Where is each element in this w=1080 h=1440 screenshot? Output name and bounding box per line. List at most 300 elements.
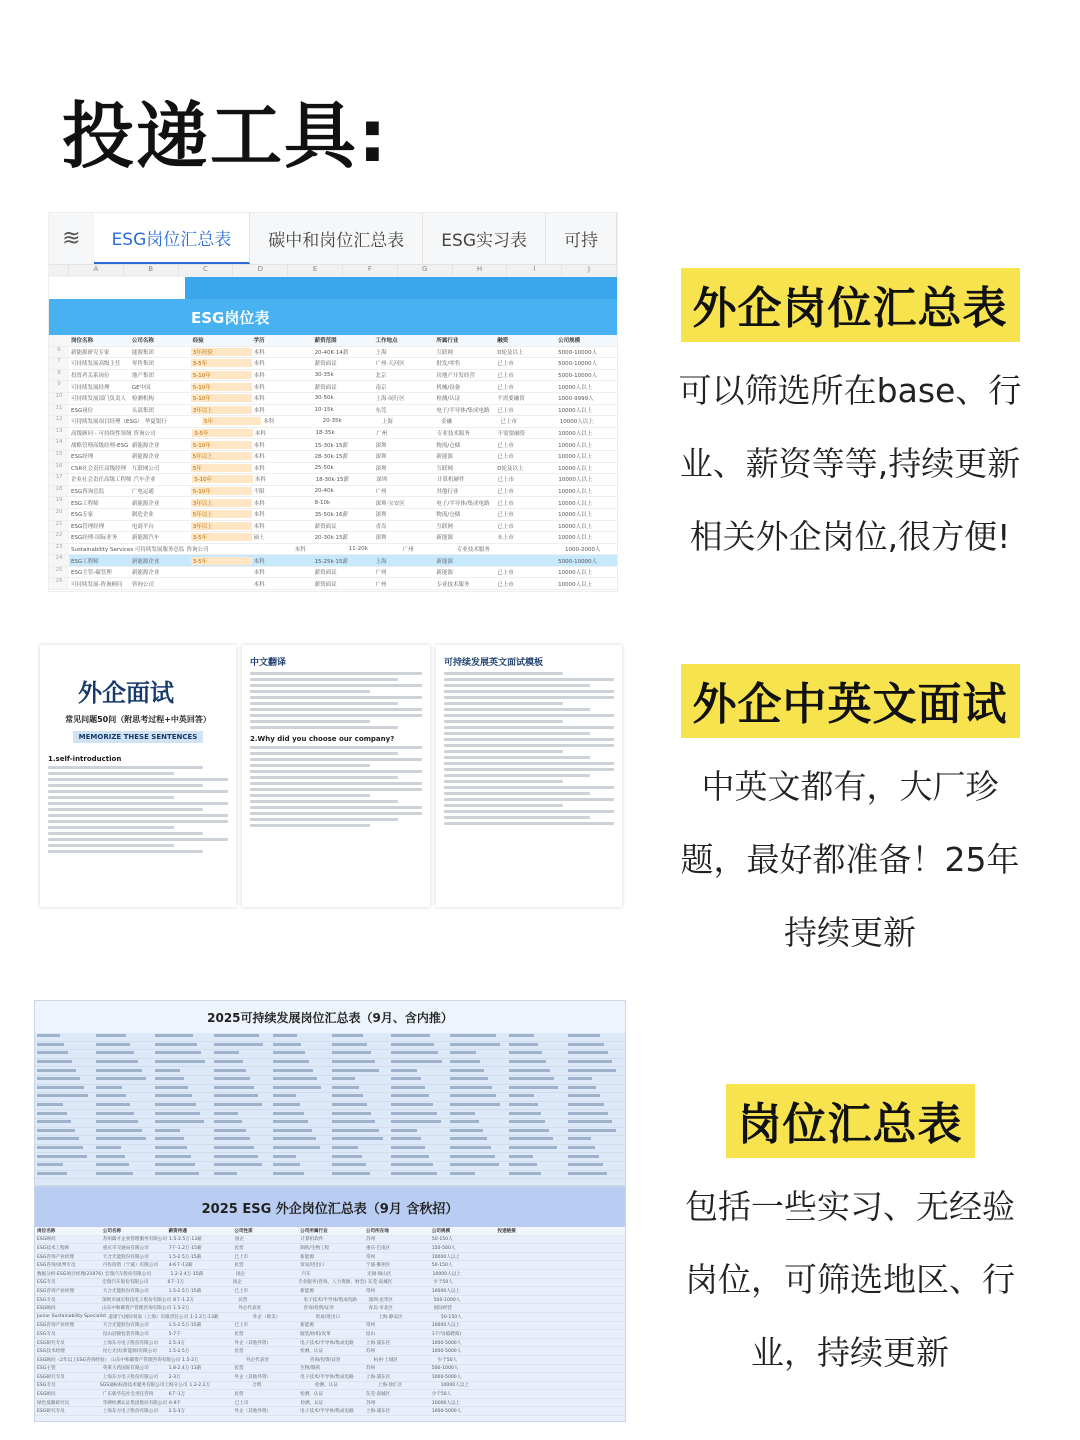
table-row[interactable]: [35, 1042, 625, 1051]
row-number: 18: [49, 486, 69, 497]
table-cell: [153, 1137, 212, 1142]
column-header: 公司所属行业: [300, 1228, 328, 1234]
row-number: 19: [49, 497, 69, 508]
table-cell: 已上市: [497, 454, 514, 461]
table-cell: 贸易/进出口: [300, 1263, 325, 1269]
table-cell: 上海东方电子股份有限公司: [102, 1409, 158, 1415]
row-number: 17: [49, 474, 69, 485]
table-cell: [330, 1060, 389, 1065]
table-cell: [94, 1077, 153, 1082]
column-header[interactable]: 岗位名称: [71, 338, 94, 345]
column-header[interactable]: 公司名称: [131, 338, 154, 345]
table-cell: 已上市: [497, 581, 514, 588]
table-cell: 10000人以上: [431, 1400, 461, 1406]
table-row[interactable]: [49, 567, 617, 579]
table-row[interactable]: [35, 1356, 625, 1365]
table-cell: 1.5-2万: [173, 1306, 190, 1312]
table-cell: 上海东方电子股份有限公司: [102, 1340, 158, 1346]
table-cell: 1.5-2.5万·15薪: [168, 1254, 202, 1260]
table-row[interactable]: [35, 1162, 625, 1171]
table-cell: [271, 1034, 330, 1039]
table-cell: 10000人以上: [558, 442, 593, 449]
table-row[interactable]: [49, 451, 617, 463]
table-row[interactable]: [35, 1110, 625, 1119]
table-cell: 薪资面议: [314, 570, 337, 577]
table-cell: 上海: [375, 558, 387, 565]
table-cell: [94, 1094, 153, 1099]
feature-description: 中英文都有，大厂珍 题，最好都准备！25年 持续更新: [680, 767, 1020, 952]
table-cell: [507, 1155, 566, 1160]
table-cell: 10000人以上: [558, 535, 593, 542]
table-cell: [271, 1120, 330, 1125]
table-row[interactable]: [35, 1059, 625, 1068]
table-row[interactable]: [49, 544, 617, 556]
table-cell: 华夏银行: [144, 419, 167, 426]
table-row[interactable]: [35, 1085, 625, 1094]
table-cell: Sustainability Services 可持续发展服务总监: [71, 546, 185, 553]
table-row[interactable]: [35, 1067, 625, 1076]
table-row[interactable]: [35, 1330, 625, 1339]
table-cell: [212, 1060, 271, 1065]
table-row[interactable]: [49, 428, 617, 440]
table-cell: [330, 1155, 389, 1160]
table-cell: [94, 1120, 153, 1125]
table-cell: 专业技术服务: [456, 546, 490, 553]
table-cell: 新能源汽车: [131, 535, 160, 542]
table-cell: 金融: [441, 419, 453, 426]
table-cell: [271, 1060, 330, 1065]
table-cell: ESG技术经理: [37, 1349, 65, 1355]
table-cell: 1.5-2万: [182, 1357, 199, 1363]
table-cell: 1000-5000人: [431, 1374, 462, 1380]
feature-foreign-jobs: [640, 268, 1060, 573]
table-cell: [271, 1094, 330, 1099]
table-cell: 外企（其他外资）: [234, 1374, 272, 1380]
table-cell: 计算机软件: [300, 1237, 324, 1243]
table-cell: 5-10年: [191, 487, 252, 495]
table-cell: 贸易/进出口: [315, 1314, 341, 1320]
table-cell: [94, 1086, 153, 1091]
table-row[interactable]: [35, 1145, 625, 1154]
table-cell: 已上市: [497, 512, 514, 519]
table-cell: 民营: [234, 1331, 244, 1337]
table-cell: [271, 1137, 330, 1142]
table-row[interactable]: [35, 1244, 625, 1253]
table-cell: ESG专员: [37, 1383, 56, 1389]
row-number: 21: [49, 521, 69, 532]
table-cell: [507, 1069, 566, 1074]
row-number: 7: [49, 358, 69, 369]
table-cell: [153, 1086, 212, 1091]
table-cell: 15-30k·15薪: [314, 442, 348, 449]
table-cell: [212, 1051, 271, 1056]
tab-esg-intern[interactable]: ESG实习表: [423, 213, 546, 264]
table-cell: 已上市: [497, 477, 515, 484]
table-cell: [507, 1120, 566, 1125]
table-cell: [566, 1077, 625, 1082]
table-cell: 杭州·上城区: [373, 1357, 399, 1363]
table-cell: 无锡·锡山区: [367, 1271, 392, 1277]
table-cell: 5-10年: [191, 441, 252, 449]
table-cell: 南京: [375, 384, 387, 391]
table-cell: 本科: [253, 558, 265, 565]
table-cell: 零售集团: [131, 361, 154, 368]
table-cell: 本科: [253, 512, 265, 519]
table-cell: [330, 1172, 389, 1177]
table-cell: [448, 1069, 507, 1074]
table-row[interactable]: [35, 1171, 625, 1180]
table-cell: 10000人以上: [558, 570, 593, 577]
column-header[interactable]: 所属行业: [436, 338, 459, 345]
table-cell: [212, 1129, 271, 1134]
table-cell: [35, 1172, 94, 1177]
column-header: 公司名称: [102, 1228, 122, 1234]
table-cell: 20-35k: [322, 418, 342, 425]
table-cell: 丹佐投资（宁波）有限公司: [102, 1263, 158, 1269]
table-row[interactable]: [49, 555, 617, 567]
table-cell: 1.5-2.5万·15薪: [168, 1323, 202, 1329]
table-cell: [271, 1129, 330, 1134]
table-cell: 深圳: [375, 535, 387, 542]
table-row[interactable]: [49, 370, 617, 382]
table-row[interactable]: [35, 1339, 625, 1348]
table-cell: [507, 1112, 566, 1117]
table-cell: 50-150人: [440, 1314, 462, 1320]
table-cell: [389, 1034, 448, 1039]
table-cell: [35, 1112, 94, 1117]
table-cell: [507, 1172, 566, 1177]
table-row[interactable]: [49, 532, 617, 544]
table-cell: [330, 1077, 389, 1082]
table-cell: 宏瑞汽车股份有限公司: [105, 1271, 151, 1277]
table-cell: 电商平台: [131, 523, 154, 530]
table-cell: 3-5年: [192, 429, 253, 437]
column-header[interactable]: 融资: [497, 338, 509, 345]
table-cell: 本科: [253, 442, 265, 449]
table-cell: [389, 1094, 448, 1099]
table-cell: 3年经验: [191, 348, 252, 356]
table-cell: 上海·闵行区: [375, 396, 405, 403]
table-cell: ESG研究专员: [37, 1374, 65, 1380]
table-cell: [389, 1155, 448, 1160]
table-cell: [35, 1051, 94, 1056]
column-letter: G: [398, 265, 453, 277]
table-cell: [271, 1043, 330, 1048]
table-cell: [212, 1086, 271, 1091]
table-cell: 英莱大药国际有限公司: [102, 1366, 149, 1372]
table-cell: [448, 1086, 507, 1091]
table-row[interactable]: [49, 463, 617, 475]
table-cell: ESG研究专员: [37, 1409, 65, 1415]
table-cell: 10000人以上: [558, 454, 593, 461]
doc-translation: [242, 645, 430, 907]
table-row[interactable]: [35, 1236, 625, 1245]
table-cell: ESG工程师: [71, 500, 99, 507]
table-cell: 28-30k·15薪: [314, 454, 348, 461]
table-cell: [212, 1172, 271, 1177]
table-cell: [153, 1034, 212, 1039]
table-row[interactable]: [35, 1399, 625, 1408]
table-cell: 青岛: [375, 523, 387, 530]
tab-carbon-jobs[interactable]: 碳中和岗位汇总表: [250, 213, 423, 264]
table-cell: [330, 1163, 389, 1168]
table-cell: [330, 1043, 389, 1048]
table-row[interactable]: [49, 393, 617, 405]
table-cell: 已上市: [497, 523, 514, 530]
column-header[interactable]: 经验: [192, 338, 204, 345]
table-row[interactable]: [35, 1253, 625, 1262]
table-cell: [94, 1034, 153, 1039]
table-row[interactable]: [35, 1287, 625, 1296]
table-row[interactable]: [49, 439, 617, 451]
table-cell: 新能源: [300, 1254, 314, 1260]
table-cell: 6千-1万: [167, 1280, 185, 1286]
column-header[interactable]: 薪资范围: [314, 338, 337, 345]
table-row[interactable]: [49, 497, 617, 509]
table-cell: [566, 1155, 625, 1160]
table-cell: 苏州: [365, 1349, 376, 1355]
table-cell: 10000人以上: [558, 512, 593, 519]
table-row[interactable]: [35, 1407, 625, 1416]
table-cell: [35, 1060, 94, 1065]
column-header[interactable]: 工作地点: [375, 338, 398, 345]
table-cell: 上海·徐汇区: [377, 1383, 403, 1389]
table-cell: 新能源企业: [131, 442, 160, 449]
table-cell: [566, 1163, 625, 1168]
table-cell: 10000人以上: [558, 477, 593, 484]
table-cell: 山东中和碳资产管理咨询有限公司: [102, 1306, 172, 1312]
table-cell: 4-6千·13薪: [168, 1263, 193, 1269]
table-cell: ESG专员: [37, 1280, 56, 1286]
table-row[interactable]: [49, 509, 617, 521]
table-cell: D轮及以上: [497, 349, 524, 356]
table-cell: 外企代表处: [245, 1357, 269, 1363]
table-cell: 15-25k·15薪: [314, 558, 348, 565]
table-cell: 1.8-2.4万·13薪: [168, 1366, 202, 1372]
table-cell: [507, 1060, 566, 1065]
table-cell: [448, 1155, 507, 1160]
table-cell: 民营: [234, 1366, 244, 1372]
table-row[interactable]: [35, 1119, 625, 1128]
table-cell: ESG顾问: [37, 1392, 56, 1398]
table-cell: 绿色低碳研究员: [37, 1400, 70, 1406]
table-cell: ESG管理经理: [71, 523, 105, 530]
table-row[interactable]: [35, 1050, 625, 1059]
tab-more[interactable]: 可持: [546, 213, 617, 264]
table-cell: 已上市: [234, 1254, 249, 1260]
table-row[interactable]: [49, 358, 617, 370]
table-cell: 广东新华信社会责任咨询: [102, 1392, 154, 1398]
table-row[interactable]: [49, 486, 617, 498]
table-cell: 10000人以上: [559, 419, 594, 426]
table-cell: 深圳市诚实科技电子股份有限公司: [102, 1297, 172, 1303]
table-cell: 10000人以上: [558, 407, 593, 414]
table-cell: [389, 1137, 448, 1142]
table-row[interactable]: [49, 347, 617, 359]
table-row[interactable]: [49, 521, 617, 533]
table-cell: 新能源研究专家: [71, 349, 110, 356]
table-row[interactable]: [35, 1270, 625, 1279]
table-cell: [153, 1069, 212, 1074]
table-cell: 50-150人: [431, 1263, 453, 1269]
table-cell: [448, 1094, 507, 1099]
table-cell: 机械/设备: [436, 384, 461, 391]
table-cell: [507, 1077, 566, 1082]
table-cell: 5000-10000人: [558, 361, 598, 368]
table-cell: [566, 1034, 625, 1039]
table-cell: [389, 1146, 448, 1151]
table-cell: 检测、认证: [300, 1349, 324, 1355]
table-cell: 深圳: [375, 454, 387, 461]
table-cell: [448, 1060, 507, 1065]
table-cell: [271, 1172, 330, 1177]
table-cell: [448, 1163, 507, 1168]
table-cell: 民营: [234, 1392, 244, 1398]
table-cell: 本科: [253, 581, 265, 588]
table-cell: 咨询公司: [186, 546, 209, 553]
table-cell: 物流/仓储: [436, 512, 461, 519]
table-cell: [271, 1051, 330, 1056]
table-cell: 青岛·市北区: [368, 1306, 393, 1312]
table-cell: 互联网: [436, 349, 453, 356]
table-cell: 5-10年: [192, 475, 253, 483]
table-cell: 专业服务(咨询、人力资源、财会): [298, 1280, 366, 1286]
table-row[interactable]: [35, 1365, 625, 1374]
table-row[interactable]: [49, 381, 617, 393]
table-cell: [212, 1112, 271, 1117]
table-cell: 苏州: [366, 1237, 376, 1243]
table-cell: 3年以上: [191, 522, 252, 530]
table-cell: 昆仑光伏(新能源)有限公司: [102, 1349, 157, 1355]
table-cell: 薪资面议: [314, 384, 337, 391]
table-row[interactable]: [49, 416, 617, 428]
table-row[interactable]: [35, 1093, 625, 1102]
column-header[interactable]: 学历: [253, 338, 265, 345]
table-cell: 电子技术/半导体/集成电路: [300, 1409, 354, 1415]
table-cell: [94, 1155, 153, 1160]
table-cell: [448, 1103, 507, 1108]
table-cell: 外企代表处: [238, 1306, 262, 1312]
table-row[interactable]: [35, 1296, 625, 1305]
table-row[interactable]: [35, 1102, 625, 1111]
table-cell: 常州: [365, 1254, 376, 1260]
column-letter: C: [179, 265, 234, 277]
table-cell: 10000人以上: [432, 1271, 461, 1277]
table-cell: 30-50k: [314, 395, 334, 402]
table-row[interactable]: [49, 405, 617, 417]
table-cell: 检测/认证: [436, 396, 461, 403]
table-cell: [448, 1120, 507, 1125]
table-cell: ESG专家: [71, 512, 94, 519]
table-row[interactable]: [35, 1153, 625, 1162]
table-cell: 东莞·南城区: [367, 1280, 393, 1286]
table-cell: 10000人以上: [431, 1288, 461, 1294]
table-row[interactable]: [35, 1076, 625, 1085]
table-cell: [94, 1163, 153, 1168]
table-cell: 深圳: [375, 465, 387, 472]
table-row[interactable]: [35, 1347, 625, 1356]
table-cell: 电子/半导体/集成电路: [436, 407, 490, 414]
table-row[interactable]: [35, 1382, 625, 1391]
table-cell: 道康宁(国际贸易（上海）有限责任公司: [108, 1314, 189, 1320]
tab-esg-jobs[interactable]: ESG岗位汇总表: [94, 213, 251, 264]
table-cell: [448, 1077, 507, 1082]
table-cell: 新能源企业: [131, 500, 160, 507]
table-cell: 深圳: [376, 477, 388, 484]
table-cell: ESG顾问: [37, 1306, 56, 1312]
table-cell: 5-10年: [191, 383, 252, 391]
table-cell: ESG专员: [37, 1331, 56, 1337]
table-cell: [330, 1069, 389, 1074]
table-cell: 10000人以上: [558, 384, 593, 391]
column-letter: D: [233, 265, 288, 277]
table-row[interactable]: [35, 1373, 625, 1382]
table-cell: 5-10年: [191, 371, 252, 379]
table-cell: [94, 1060, 153, 1065]
table-row[interactable]: [35, 1304, 625, 1313]
table-cell: 20-40k: [314, 488, 334, 495]
doc-english-template: [436, 645, 622, 907]
table-cell: [271, 1146, 330, 1151]
table-row[interactable]: [35, 1390, 625, 1399]
table-cell: 1000-9999人: [558, 396, 594, 403]
table-cell: [507, 1051, 566, 1056]
row-number: 20: [49, 509, 69, 520]
table-cell: 20-30k·15薪: [314, 535, 348, 542]
table-cell: 苏州碳才企业管理服务有限公司: [102, 1237, 168, 1243]
table-cell: 未上市: [497, 535, 514, 542]
table-row[interactable]: [49, 474, 617, 486]
table-row[interactable]: [35, 1313, 625, 1322]
table-cell: [153, 1146, 212, 1151]
table-cell: 2-3万: [168, 1374, 181, 1380]
table-row[interactable]: [35, 1136, 625, 1145]
table-row[interactable]: [35, 1033, 625, 1042]
table-cell: 1.5-2.5万·13薪: [169, 1237, 202, 1243]
doc-question: 2.Why did you choose our company?: [250, 735, 395, 743]
table-cell: 广电运通: [131, 489, 154, 496]
table-cell: 广州: [375, 489, 387, 496]
table-cell: [153, 1103, 212, 1108]
table-cell: 本科: [253, 500, 265, 507]
doc-translation-title: 中文翻译: [250, 658, 287, 668]
sheet-screenshot: [48, 212, 618, 592]
table-row[interactable]: [35, 1279, 625, 1288]
table-cell: 计算机硬件: [436, 477, 465, 484]
table-cell: [35, 1086, 94, 1091]
table-cell: 10000人以上: [558, 523, 593, 530]
table-cell: [153, 1060, 212, 1065]
table-cell: ESG顾问（2年以上ESG咨询经验）: [37, 1357, 110, 1363]
table-row[interactable]: [35, 1261, 625, 1270]
table-cell: 制药/生物工程: [300, 1245, 330, 1251]
column-header[interactable]: 公司规模: [558, 338, 581, 345]
table-row[interactable]: [35, 1128, 625, 1137]
table-cell: 批发/零售: [436, 361, 461, 368]
table-cell: [153, 1120, 212, 1125]
row-number: 23: [49, 544, 69, 555]
table-cell: 能源集团: [131, 349, 154, 356]
feature-heading: 岗位汇总表: [726, 1084, 975, 1158]
table-row[interactable]: [49, 578, 617, 590]
sheet-tab-bar: [49, 213, 617, 265]
table-cell: 新能源: [436, 454, 453, 461]
table-cell: 咨询公司: [131, 581, 154, 588]
table-cell: 本科: [254, 477, 266, 484]
table-cell: 汽车: [301, 1271, 311, 1277]
table-cell: 广州·天河区: [375, 361, 405, 368]
table-row[interactable]: [35, 1322, 625, 1331]
